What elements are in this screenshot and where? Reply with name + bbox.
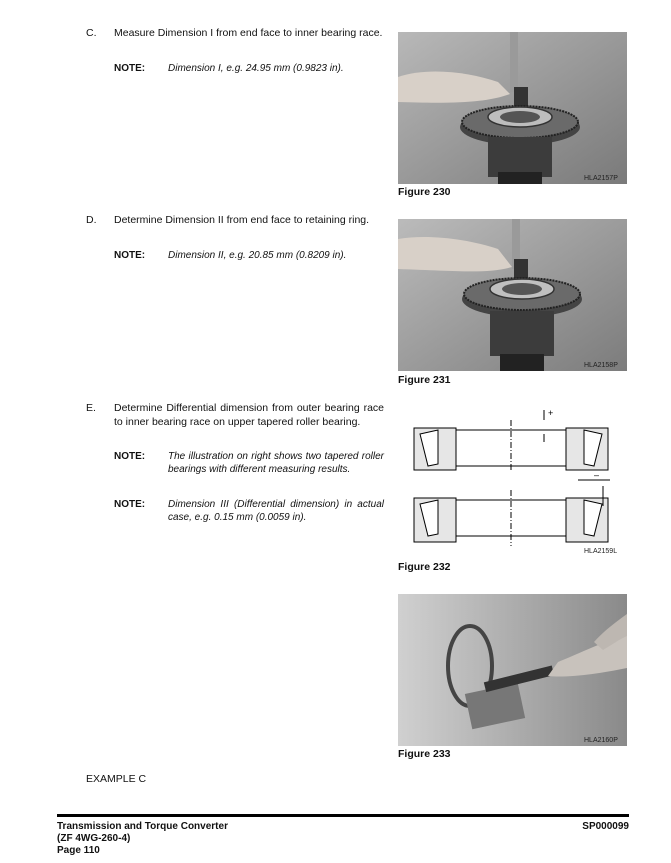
document-code: SP000099 — [582, 821, 629, 832]
photo-code: HLA2158P — [584, 362, 618, 369]
step-text: Measure Dimension I from end face to inner bearing race. — [114, 27, 383, 39]
photo-code: HLA2157P — [584, 175, 618, 182]
page-number: Page 110 — [57, 845, 100, 856]
figure-caption: Figure 230 — [398, 186, 451, 198]
figure-caption: Figure 232 — [398, 561, 451, 573]
plus-sign: + — [548, 408, 554, 418]
step-text: Determine Differential dimension from outer bearing race to inner bearing race on upper tapered roller bearing. — [114, 402, 384, 428]
gear-measure-illustration — [398, 32, 627, 184]
figure-232-diagram — [398, 406, 627, 558]
step-text: Determine Dimension II from end face to retaining ring. — [114, 214, 370, 226]
figure-caption: Figure 231 — [398, 374, 451, 386]
step-letter: D. — [86, 214, 97, 226]
note-text: The illustration on right shows two tapered roller bearings with different measuring results. — [168, 451, 384, 475]
micrometer-illustration — [398, 594, 627, 746]
photo-code: HLA2160P — [584, 737, 618, 744]
footer-rule — [57, 814, 629, 817]
figure-233-photo — [398, 594, 627, 746]
note-label: NOTE: — [114, 250, 146, 261]
gear-measure-illustration — [398, 219, 627, 371]
note-label: NOTE: — [114, 63, 146, 74]
figure-231-photo — [398, 219, 627, 371]
note-label: NOTE: — [114, 451, 146, 462]
note-text: Dimension I, e.g. 24.95 mm (0.9823 in). — [168, 63, 344, 74]
tapered-bearing-diagram — [398, 406, 627, 558]
figure-caption: Figure 233 — [398, 748, 451, 760]
footer-left — [57, 821, 228, 857]
footer-title: Transmission and Torque Converter — [57, 821, 228, 832]
note-label: NOTE: — [114, 499, 146, 510]
minus-sign: – — [594, 470, 600, 480]
step-letter: E. — [86, 402, 96, 414]
figure-230-photo — [398, 32, 627, 184]
step-letter: C. — [86, 27, 97, 39]
photo-code: HLA2159L — [584, 548, 618, 555]
example-label: EXAMPLE C — [86, 773, 147, 785]
note-text: Dimension III (Differential dimension) in actual case, e.g. 0.15 mm (0.0059 in). — [168, 499, 384, 523]
note-text: Dimension II, e.g. 20.85 mm (0.8209 in). — [168, 250, 347, 261]
footer-model: (ZF 4WG-260-4) — [57, 833, 131, 844]
